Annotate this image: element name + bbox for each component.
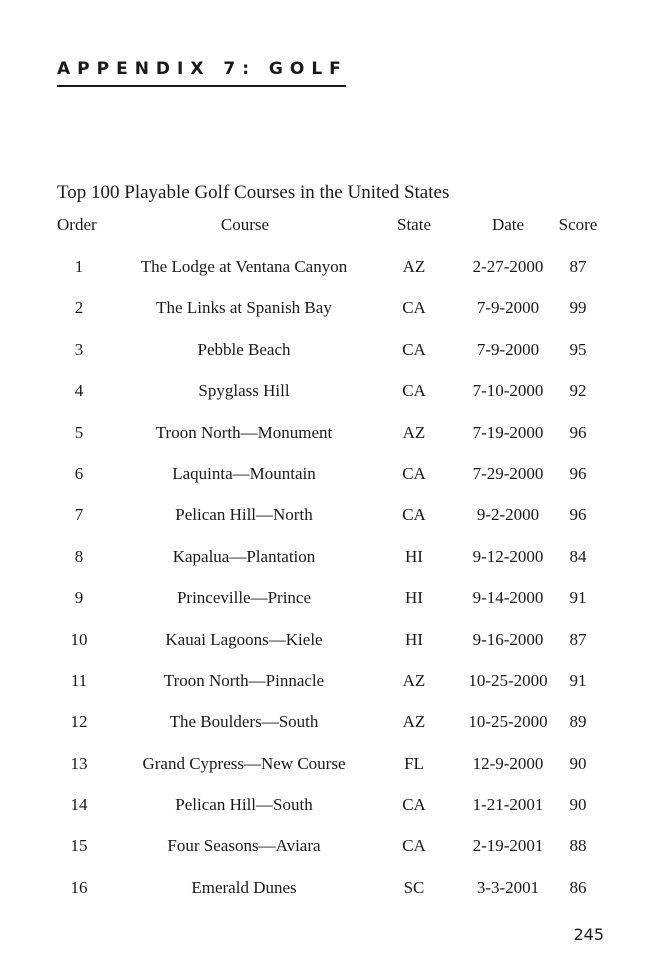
date-cell: 9-14-2000 (472, 588, 544, 608)
order-cell: 10 (70, 629, 88, 649)
course-cell: Spyglass Hill (198, 381, 290, 401)
state-cell: AZ (402, 257, 426, 276)
order-cell: 16 (70, 877, 88, 897)
score-cell: 87 (569, 629, 587, 649)
appendix-heading: APPENDIX 7: GOLF (57, 59, 348, 79)
course-cell: The Boulders—South (169, 712, 319, 732)
state-cell: FL (404, 753, 424, 773)
score-cell: 96 (569, 505, 587, 525)
state-cell: AZ (402, 712, 426, 732)
state-cell: AZ (402, 422, 426, 442)
course-cell: Pebble Beach (197, 339, 291, 359)
table-row (0, 629, 648, 670)
table-row (0, 297, 648, 338)
order-cell: 1 (74, 257, 84, 276)
score-cell: 90 (569, 795, 587, 815)
course-cell: Pelican Hill—South (175, 795, 313, 815)
date-cell: 7-29-2000 (472, 463, 544, 483)
state-cell: CA (402, 505, 426, 525)
score-cell: 87 (569, 257, 587, 276)
date-cell: 12-9-2000 (472, 753, 544, 773)
score-cell: 92 (569, 381, 587, 401)
table-row (0, 256, 648, 297)
course-cell: Emerald Dunes (191, 877, 297, 897)
order-cell: 4 (74, 381, 84, 401)
order-cell: 12 (70, 712, 88, 732)
column-header-order: Order (57, 215, 97, 234)
course-cell: Kauai Lagoons—Kiele (165, 629, 323, 649)
golf-course-table (0, 256, 648, 918)
date-cell: 9-2-2000 (476, 505, 540, 525)
date-cell: 7-19-2000 (472, 422, 544, 442)
score-cell: 91 (569, 588, 587, 608)
score-cell: 86 (569, 877, 587, 897)
table-row (0, 339, 648, 380)
course-cell: The Links at Spanish Bay (156, 298, 332, 318)
table-row (0, 794, 648, 835)
date-cell: 7-10-2000 (472, 381, 544, 401)
course-cell: Four Seasons—Aviara (167, 836, 321, 856)
column-header-score: Score (558, 215, 598, 234)
score-cell: 91 (569, 670, 587, 690)
table-row (0, 835, 648, 876)
table-row (0, 587, 648, 628)
date-cell: 10-25-2000 (468, 670, 548, 690)
column-header-course: Course (220, 215, 270, 234)
state-cell: CA (402, 463, 426, 483)
course-cell: Kapalua—Plantation (172, 546, 316, 566)
score-cell: 90 (569, 753, 587, 773)
order-cell: 11 (70, 670, 88, 690)
order-cell: 6 (74, 463, 84, 483)
score-cell: 96 (569, 422, 587, 442)
order-cell: 13 (70, 753, 88, 773)
course-cell: Grand Cypress—New Course (142, 753, 346, 773)
date-cell: 3-3-2001 (476, 877, 540, 897)
table-row (0, 380, 648, 421)
table-row (0, 877, 648, 918)
table-row (0, 504, 648, 545)
course-cell: The Lodge at Ventana Canyon (140, 257, 348, 276)
date-cell: 1-21-2001 (472, 795, 544, 815)
table-row (0, 670, 648, 711)
order-cell: 8 (74, 546, 84, 566)
date-cell: 10-25-2000 (468, 712, 548, 732)
state-cell: CA (402, 298, 426, 318)
course-cell: Pelican Hill—North (175, 505, 313, 525)
table-row (0, 711, 648, 752)
score-cell: 88 (569, 836, 587, 856)
score-cell: 84 (569, 546, 587, 566)
order-cell: 5 (74, 422, 84, 442)
state-cell: HI (405, 588, 423, 608)
date-cell: 7-9-2000 (476, 298, 540, 318)
course-cell: Troon North—Pinnacle (163, 670, 325, 690)
heading-underline (57, 85, 346, 87)
table-row (0, 463, 648, 504)
table-row (0, 753, 648, 794)
state-cell: CA (402, 795, 426, 815)
date-cell: 7-9-2000 (476, 339, 540, 359)
state-cell: HI (405, 546, 423, 566)
course-cell: Laquinta—Mountain (172, 463, 316, 483)
column-header-state: State (397, 215, 431, 234)
state-cell: HI (405, 629, 423, 649)
date-cell: 9-16-2000 (472, 629, 544, 649)
order-cell: 14 (70, 795, 88, 815)
order-cell: 9 (74, 588, 84, 608)
page-number: 245 (573, 925, 604, 944)
order-cell: 3 (74, 339, 84, 359)
score-cell: 95 (569, 339, 587, 359)
date-cell: 9-12-2000 (472, 546, 544, 566)
state-cell: CA (402, 339, 426, 359)
table-title: Top 100 Playable Golf Courses in the United States (57, 182, 450, 203)
course-cell: Princeville—Prince (176, 588, 312, 608)
order-cell: 7 (74, 505, 84, 525)
state-cell: CA (402, 381, 426, 401)
order-cell: 15 (70, 836, 88, 856)
state-cell: CA (402, 836, 426, 856)
state-cell: SC (403, 877, 425, 897)
score-cell: 89 (569, 712, 587, 732)
table-row (0, 546, 648, 587)
course-cell: Troon North—Monument (155, 422, 333, 442)
score-cell: 99 (569, 298, 587, 318)
score-cell: 96 (569, 463, 587, 483)
state-cell: AZ (402, 670, 426, 690)
order-cell: 2 (74, 298, 84, 318)
date-cell: 2-19-2001 (472, 836, 544, 856)
table-row (0, 422, 648, 463)
column-header-date: Date (491, 215, 525, 234)
date-cell: 2-27-2000 (472, 257, 544, 276)
